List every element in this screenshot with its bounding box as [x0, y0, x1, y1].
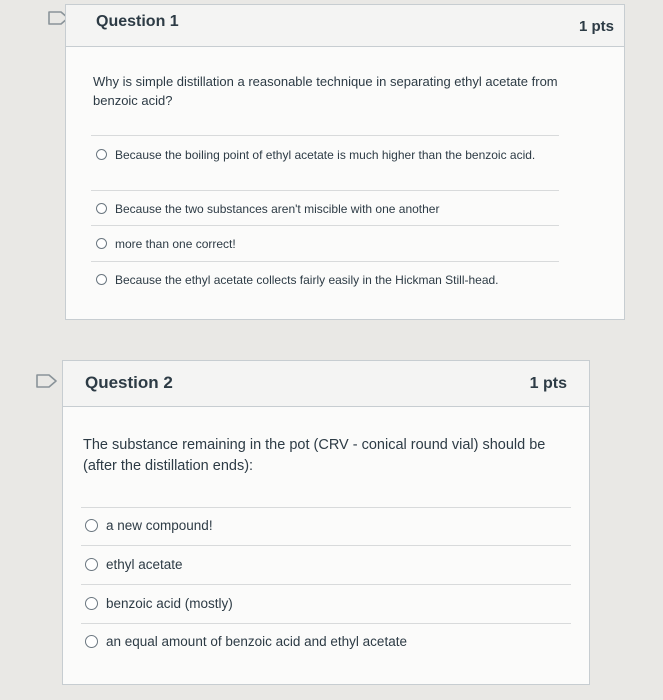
question-1-option-4[interactable] [96, 272, 576, 288]
radio-button[interactable] [96, 149, 107, 160]
question-2-points: 1 pts [529, 375, 567, 392]
divider [91, 135, 559, 136]
option-label: more than one correct! [115, 237, 236, 251]
option-label: a new compound! [106, 518, 213, 533]
question-2-card [62, 360, 590, 685]
question-1-card [65, 4, 625, 320]
option-label: Because the ethyl acetate collects fairly easily in the Hickman Still-head. [115, 273, 499, 287]
question-1-points: 1 pts [578, 18, 614, 35]
question-2-title: Question 2 [85, 373, 173, 392]
radio-button[interactable] [96, 203, 107, 214]
divider [91, 261, 559, 262]
option-label: Because the boiling point of ethyl acetate is much higher than the benzoic acid. [115, 148, 536, 162]
question-2-option-2[interactable] [85, 556, 535, 574]
question-1-option-2[interactable] [96, 201, 536, 217]
question-2-option-3[interactable] [85, 595, 535, 613]
option-label: an equal amount of benzoic acid and ethyl acetate [106, 634, 407, 649]
option-label: ethyl acetate [106, 557, 183, 572]
radio-button[interactable] [85, 558, 98, 571]
question-1-title: Question 1 [96, 13, 179, 30]
question-1-header [66, 5, 624, 47]
divider [81, 545, 571, 546]
radio-button[interactable] [85, 635, 98, 648]
divider [91, 225, 559, 226]
radio-button[interactable] [96, 238, 107, 249]
question-2-option-4[interactable] [85, 633, 555, 651]
radio-button[interactable] [96, 274, 107, 285]
divider [81, 584, 571, 585]
question-2-text: The substance remaining in the pot (CRV - conical round vial) should be (after the distillation ends): [83, 437, 546, 475]
flag-question-icon[interactable] [36, 374, 58, 388]
option-label: Because the two substances aren't miscible with one another [115, 202, 440, 216]
radio-button[interactable] [85, 597, 98, 610]
question-1-option-3[interactable] [96, 236, 536, 252]
radio-button[interactable] [85, 519, 98, 532]
option-label: benzoic acid (mostly) [106, 596, 233, 611]
question-1-option-1[interactable] [96, 147, 536, 163]
divider [81, 507, 571, 508]
question-2-header [63, 361, 589, 407]
question-1-text: Why is simple distillation a reasonable technique in separating ethyl acetate from benzoic acid? [93, 74, 558, 108]
divider [81, 623, 571, 624]
question-2-option-1[interactable] [85, 517, 535, 535]
divider [91, 190, 559, 191]
